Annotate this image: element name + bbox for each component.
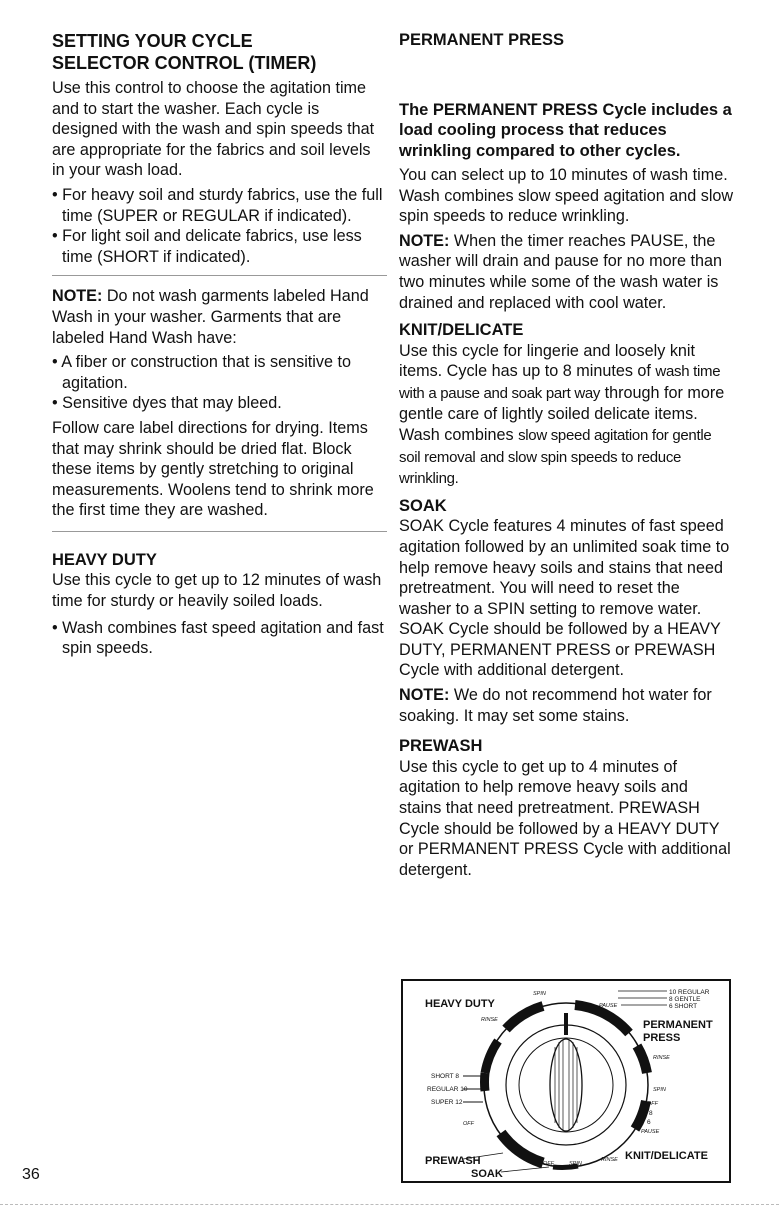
dial-segment-permanent (575, 1005, 629, 1033)
knit-text-c: through for more gentle care of lightly soiled delicate items. Wash combines (399, 383, 725, 445)
permanent-press-note (399, 231, 734, 313)
label-8-right: 8 (649, 1110, 653, 1117)
label-rinse-bottom: RINSE (601, 1157, 618, 1163)
label-pause-right: PAUSE (641, 1129, 660, 1135)
divider (52, 531, 387, 532)
label-short-8: SHORT 8 (431, 1073, 459, 1080)
care-paragraph: Follow care label directions for drying. Items that may shrink should be dried flat. Block these items by gently stretching to original measurements. Woolens tend to shrink more the first time they are washed. (52, 418, 374, 520)
timer-dial-illustration (401, 979, 731, 1183)
label-prewash: PREWASH (425, 1155, 481, 1167)
dial-segment-heavy (506, 1006, 543, 1029)
label-permanent: PERMANENT (643, 1019, 713, 1031)
page-bottom-edge (0, 1204, 779, 1205)
dial-segment-pp-rinse (637, 1046, 647, 1073)
permanent-press-title: PERMANENT PRESS (399, 31, 565, 49)
label-rinse-right: RINSE (653, 1055, 670, 1061)
heavy-duty-title: HEAVY DUTY (52, 550, 157, 569)
divider (52, 275, 387, 276)
heavy-duty-paragraph: Use this cycle to get up to 12 minutes of wash time for sturdy or heavily soiled loads. (52, 571, 382, 610)
label-spin-top: SPIN (533, 991, 546, 997)
label-pause-top: PAUSE (599, 1003, 618, 1009)
knit-delicate-paragraph (399, 341, 734, 490)
label-spin-right: SPIN (653, 1087, 666, 1093)
note-paragraph (52, 286, 387, 348)
note-label: NOTE: (52, 287, 103, 306)
note-label: NOTE: (399, 231, 450, 250)
label-6-short: 6 SHORT (669, 1003, 698, 1010)
bullet-dyes: • Sensitive dyes that may bleed. (52, 394, 282, 413)
bullet-light-soil: • For light soil and delicate fabrics, use less time (SHORT if indicated). (52, 227, 362, 266)
dial-segment-knit (635, 1101, 646, 1129)
label-knit-delicate: KNIT/DELICATE (625, 1150, 708, 1162)
label-10-regular: 10 REGULAR (669, 989, 710, 996)
soak-paragraph: SOAK Cycle features 4 minutes of fast speed agitation followed by an unlimited soak time to help remove heavy soils and stains that need pretreatment. You will need to reset the washer to a SPIN setting to remove water. SOAK Cycle should be followed by a HEAVY DUTY, PERMANENT PRESS or PREWASH Cycle with additional detergent. (399, 517, 730, 680)
label-off-right: OFF (647, 1101, 658, 1107)
label-off-left: OFF (463, 1121, 474, 1127)
knit-text-e: and slow spin speeds to reduce wrinkling. (399, 448, 682, 488)
prewash-paragraph: Use this cycle to get up to 4 minutes of agitation to help remove heavy soils and stains that need pretreatment. PREWASH Cycle should be followed by a HEAVY DUTY or PERMANENT PRESS Cycle with additional detergent. (399, 757, 731, 879)
knit-text-b: wash time with a pause and soak part way (399, 363, 721, 402)
label-soak: SOAK (471, 1168, 503, 1180)
bullet-fiber: • A fiber or construction that is sensitive to agitation. (52, 353, 351, 392)
dial-segment-rinse-left (485, 1041, 498, 1073)
knit-text-a: Use this cycle for lingerie and loosely knit items. Cycle has up to 8 minutes of (399, 341, 696, 381)
label-super-12: SUPER 12 (431, 1099, 463, 1106)
label-8-gentle: 8 GENTLE (669, 996, 701, 1003)
soak-note (399, 685, 734, 726)
intro-paragraph: Use this control to choose the agitation time and to start the washer. Each cycle is designed with the wash and spin speeds that are appropriate for the fabrics and soil levels in your wash load. (52, 79, 375, 180)
note-text: We do not recommend hot water for soaking. It may set some stains. (399, 686, 712, 725)
label-rinse-top: RINSE (481, 1017, 498, 1023)
knit-delicate-title: KNIT/DELICATE (399, 321, 524, 340)
page-number: 36 (22, 1166, 40, 1183)
label-heavy-duty: HEAVY DUTY (425, 998, 495, 1010)
note-text: When the timer reaches PAUSE, the washer will drain and pause for no more than two minutes while some of the wash water is drained and replaced with cool water. (399, 231, 723, 312)
bullet-heavy-soil: • For heavy soil and sturdy fabrics, use the full time (SUPER or REGULAR if indicated). (52, 185, 383, 225)
bullet-heavy-duty: • Wash combines fast speed agitation and fast spin speeds. (52, 618, 384, 658)
section-title-line1: SETTING YOUR CYCLE (52, 31, 253, 51)
label-spin-bottom: SPIN (569, 1161, 582, 1167)
section-title-line2: SELECTOR CONTROL (TIMER) (52, 53, 317, 73)
label-regular-10: REGULAR 10 (427, 1086, 468, 1093)
permanent-press-intro: The PERMANENT PRESS Cycle includes a load cooling process that reduces wrinkling compared to other cycles. (399, 100, 732, 160)
note-text: Do not wash garments labeled Hand Wash in your washer. Garments that are labeled Hand Wash have: (52, 287, 369, 347)
label-press: PRESS (643, 1032, 681, 1044)
label-off-bottom: OFF (543, 1161, 554, 1167)
label-6-right: 6 (647, 1119, 651, 1126)
knit-text-d: slow speed agitation for gentle soil removal (399, 427, 712, 466)
left-column (52, 30, 387, 659)
soak-title: SOAK (399, 496, 447, 515)
right-column (399, 30, 734, 880)
prewash-title: PREWASH (399, 737, 483, 756)
timer-dial-svg (403, 981, 729, 1181)
permanent-press-paragraph: You can select up to 10 minutes of wash time. Wash combines slow speed agitation and slow spin speeds to reduce wrinkling. (399, 166, 734, 226)
note-label: NOTE: (399, 686, 450, 705)
dial-pointer (564, 1013, 568, 1035)
